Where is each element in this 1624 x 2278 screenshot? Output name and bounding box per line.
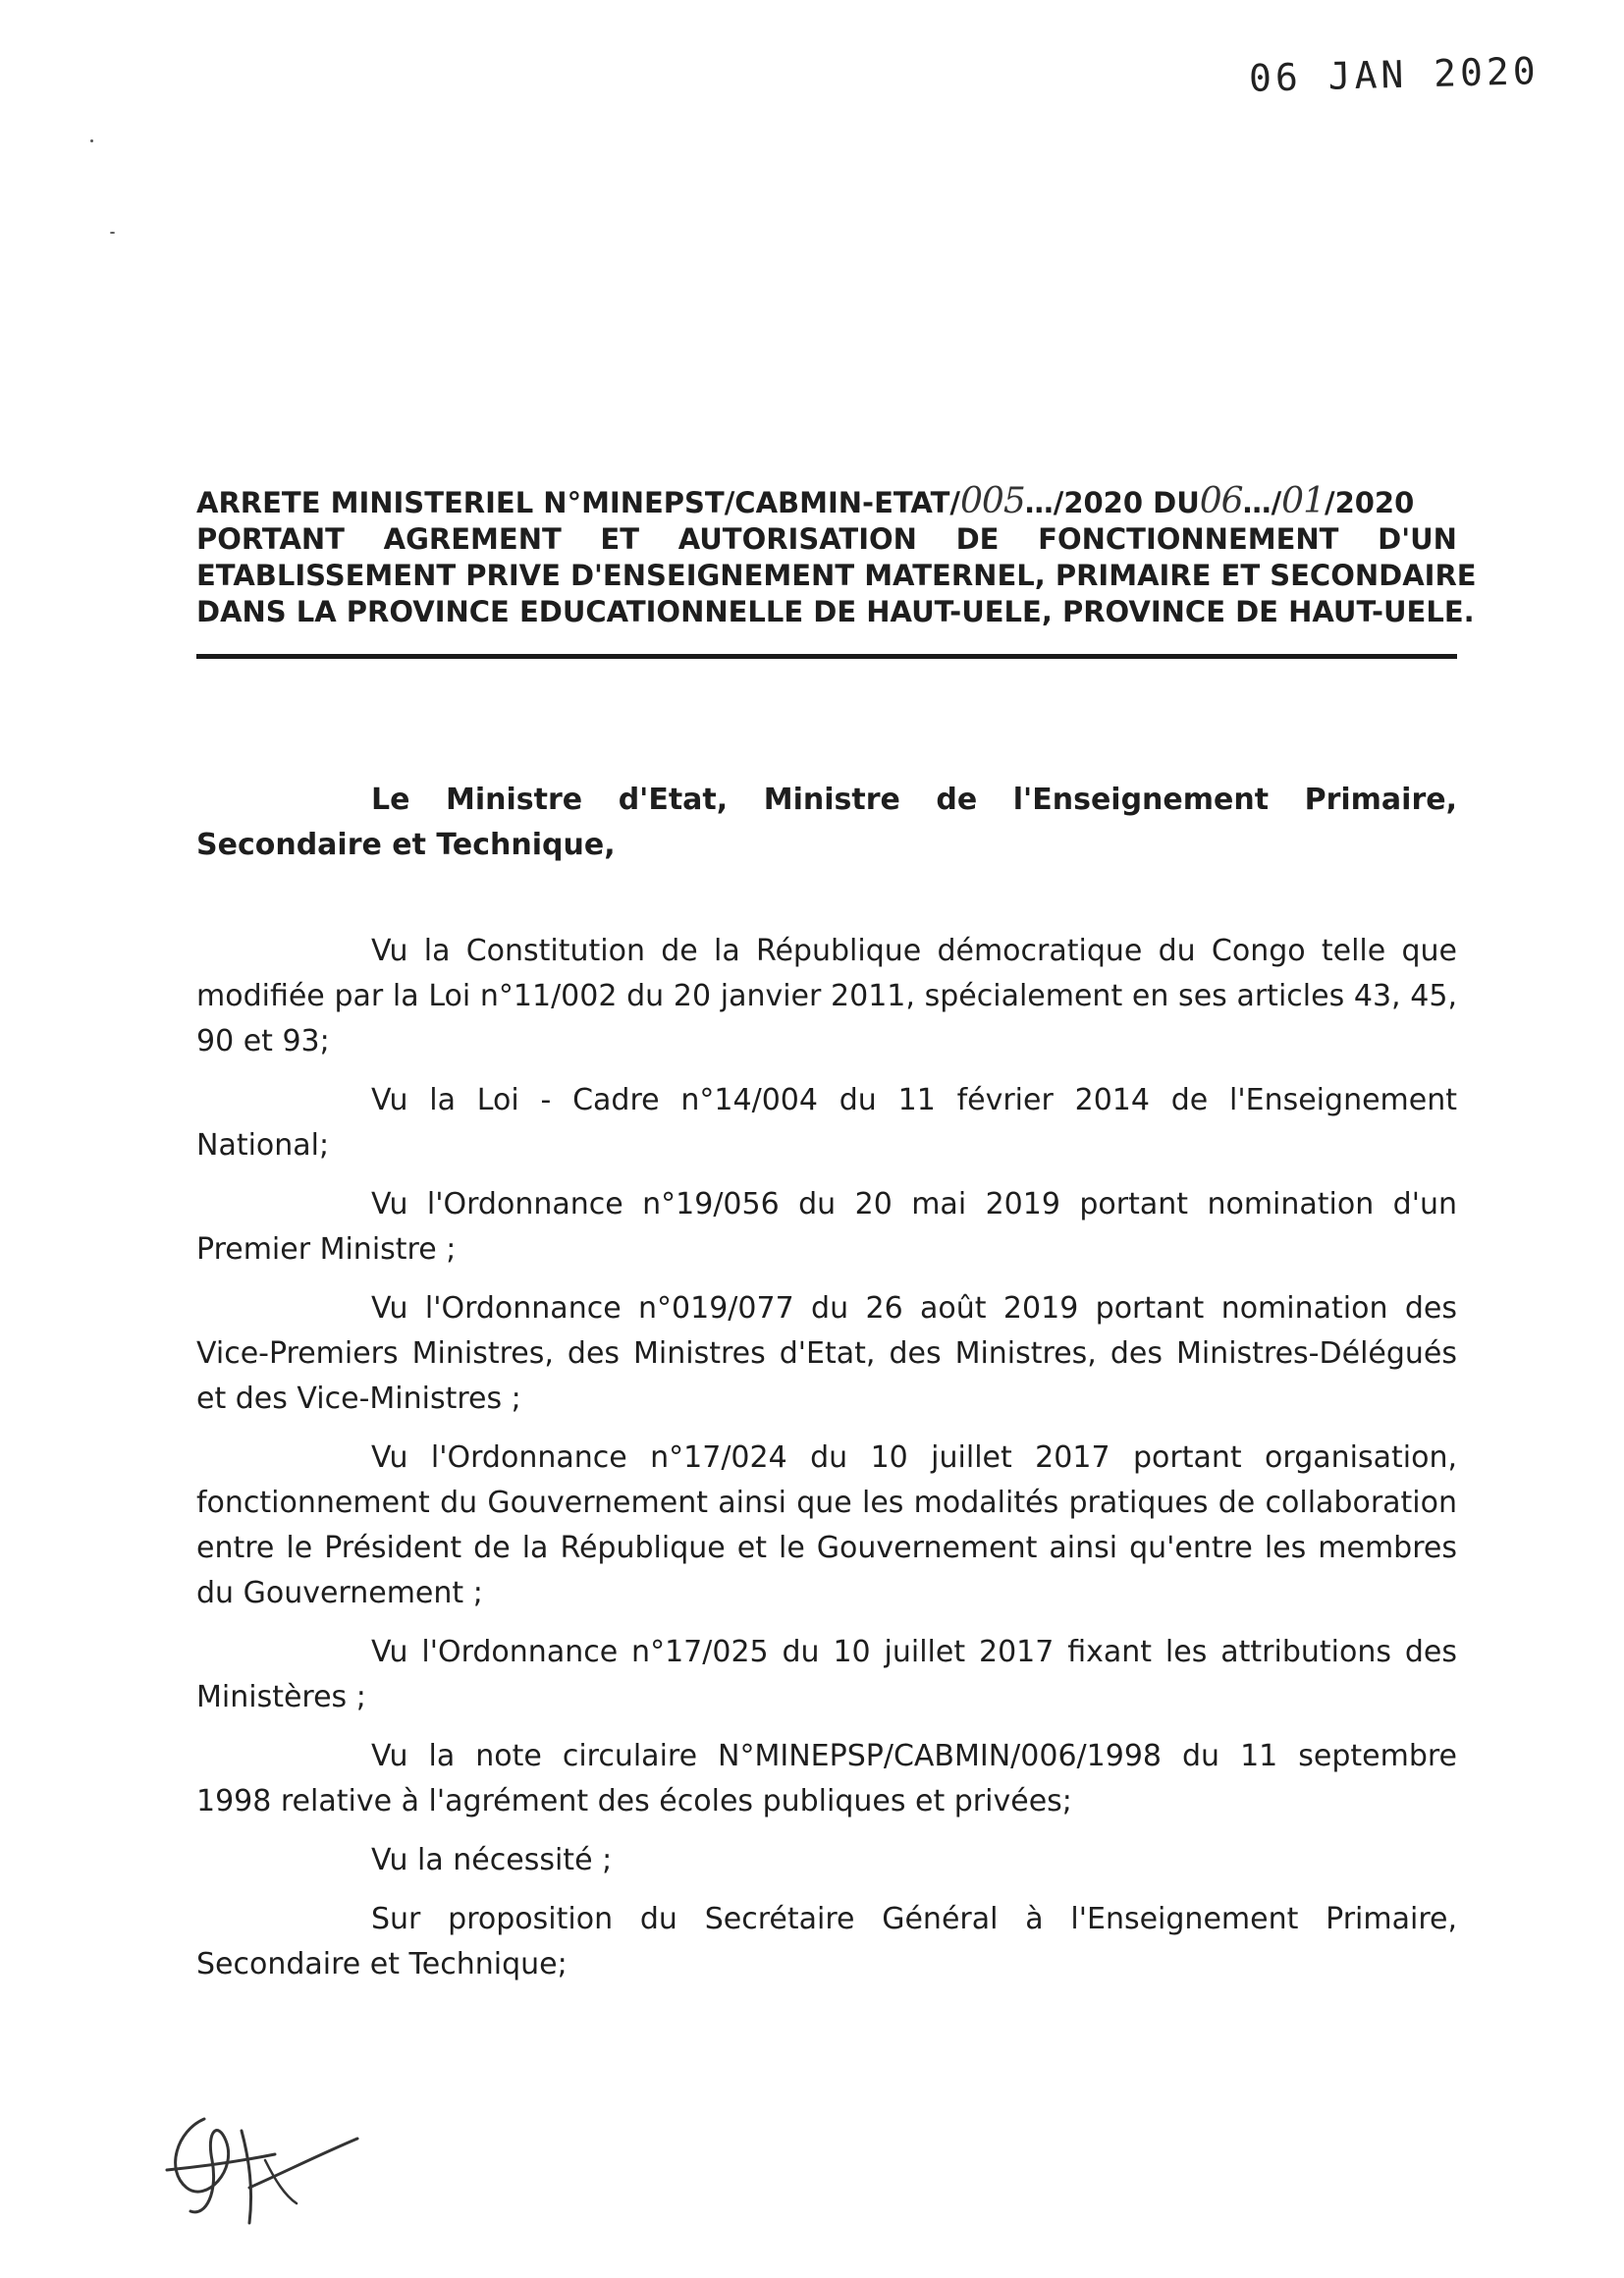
minister-word: d'Etat, [618,783,729,817]
date-separator: …/ [1242,486,1282,519]
preamble-paragraph: Vu la Constitution de la République démocratique du Congo telle que modifiée par la Loi n°11/002 du 20 janvier 2011, spécialement en ses articles 43, 45, 90 et 93; [196,934,1457,1058]
minister-word: Primaire, [1304,783,1457,817]
scan-speck [90,139,93,142]
scan-speck [110,232,115,234]
handwritten-day: 06 [1199,481,1243,521]
title-word: AGREMENT [383,522,562,556]
preamble-paragraph: Vu la Loi - Cadre n°14/004 du 11 février 2014 de l'Enseignement National; [196,1083,1457,1163]
minister-word: l'Enseignement [1012,783,1270,817]
minister-word: Ministre [446,783,583,817]
preamble-paragraph: Sur proposition du Secrétaire Général à l'Enseignement Primaire, Secondaire et Technique; [196,1902,1457,1981]
minister-word: de [936,783,978,817]
decree-title [196,481,1477,630]
title-line-1 [196,483,1457,521]
minister-line-1 [196,778,1457,823]
handwritten-month: 01 [1281,481,1325,521]
date-stamp: 06 JAN 2020 [1248,49,1541,100]
title-word: AUTORISATION [677,522,917,556]
minister-line-2: Secondaire et Technique, [196,828,616,862]
decree-reference: ARRETE MINISTERIEL N°MINEPST/CABMIN-ETAT/ [196,486,961,519]
decree-date-year: /2020 [1324,486,1415,519]
preamble-paragraph: Vu l'Ordonnance n°019/077 du 26 août 2019 portant nomination des Vice-Premiers Ministres, des Ministres d'Etat, des Ministres, des Ministres-Délégués et des Vice-Ministres ; [196,1291,1457,1416]
title-divider [196,654,1457,659]
minister-word: Ministre [763,783,900,817]
signature-initials [147,2101,363,2229]
title-word: FONCTIONNEMENT [1038,522,1339,556]
title-word: D'UN [1378,522,1457,556]
preamble-paragraph: Vu la note circulaire N°MINEPSP/CABMIN/006/1998 du 11 septembre 1998 relative à l'agrément des écoles publiques et privées; [196,1739,1457,1818]
title-word: DE [955,522,1000,556]
title-line-4: DANS LA PROVINCE EDUCATIONNELLE DE HAUT-UELE, PROVINCE DE HAUT-UELE. [196,595,1475,628]
title-word: ET [600,522,640,556]
title-line-3: ETABLISSEMENT PRIVE D'ENSEIGNEMENT MATERNEL, PRIMAIRE ET SECONDAIRE [196,559,1477,592]
title-line-2 [196,521,1457,558]
preamble-paragraph: Vu la nécessité ; [371,1843,613,1877]
preamble-paragraph: Vu l'Ordonnance n°17/025 du 10 juillet 2017 fixant les attributions des Ministères ; [196,1635,1457,1714]
preamble [196,929,1457,2001]
minister-word: Le [371,783,410,817]
decree-year-du: …/2020 DU [1024,486,1200,519]
title-word: PORTANT [196,522,345,556]
minister-heading [196,778,1457,868]
preamble-paragraph: Vu l'Ordonnance n°19/056 du 20 mai 2019 portant nomination d'un Premier Ministre ; [196,1187,1457,1267]
preamble-paragraph: Vu l'Ordonnance n°17/024 du 10 juillet 2017 portant organisation, fonctionnement du Gouvernement ainsi que les modalités pratiques de collaboration entre le Président de la République et le Gouvernement ainsi qu'entre les membres du Gouvernement ; [196,1440,1457,1610]
handwritten-decree-number: 005 [960,481,1025,521]
